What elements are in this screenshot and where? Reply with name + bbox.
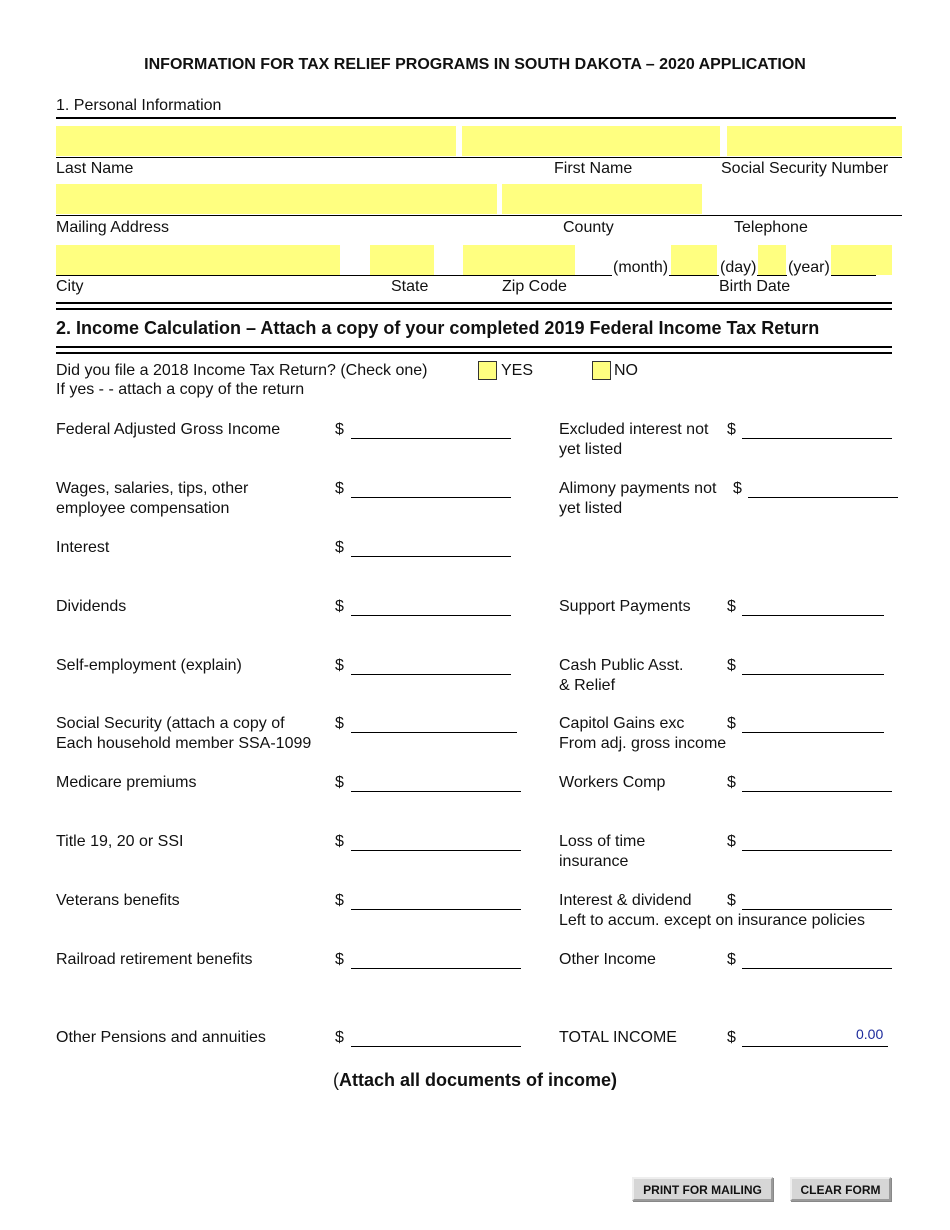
double-rule-top [56,302,892,310]
income-right-amount-input[interactable] [742,834,892,851]
last-name-input[interactable] [56,126,456,156]
income-right-amount-input[interactable] [748,481,898,498]
birth-year-input[interactable] [831,245,892,275]
income-right-label-cont: yet listed [559,500,623,517]
income-right-label-cont: yet listed [559,441,623,458]
mailing-address-input[interactable] [56,184,497,214]
page-title: INFORMATION FOR TAX RELIEF PROGRAMS IN SOUTH DAKOTA – 2020 APPLICATION [144,56,806,73]
income-right-label-cont: & Relief [559,677,616,694]
income-right-label: Capitol Gains exc [559,715,685,732]
birth-day-input[interactable] [758,245,786,275]
income-right-label: Cash Public Asst. [559,657,684,674]
income-right-label: Excluded interest not [559,421,709,438]
yes-checkbox[interactable] [478,361,497,380]
income-right-amount-input[interactable] [742,893,892,910]
currency-sign: $ [727,598,736,615]
mailing-address-label: Mailing Address [56,219,169,236]
state-input[interactable] [370,245,434,275]
double-rule-bottom [56,346,892,354]
income-left-label: Veterans benefits [56,892,180,909]
income-left-amount-input[interactable] [351,1030,521,1047]
no-label: NO [614,362,638,379]
income-left-amount-input[interactable] [351,599,511,616]
section1-rule [56,117,896,119]
birth-month-input[interactable] [671,245,717,275]
city-input[interactable] [56,245,340,275]
currency-sign: $ [335,480,344,497]
currency-sign: $ [335,833,344,850]
currency-sign: $ [727,715,736,732]
income-left-label: Medicare premiums [56,774,197,791]
income-right-amount-input[interactable] [742,599,884,616]
income-left-label: Railroad retirement benefits [56,951,253,968]
income-left-label: Wages, salaries, tips, other [56,480,249,497]
first-name-label: First Name [554,160,633,177]
income-right-label-cont: From adj. gross income [559,735,727,752]
income-right-label: Workers Comp [559,774,666,791]
section2-heading: 2. Income Calculation – Attach a copy of your completed 2019 Federal Income Tax Return [56,318,820,338]
income-left-amount-input[interactable] [351,540,511,557]
day-label: (day) [720,259,757,276]
yes-label: YES [501,362,534,379]
income-left-label: Dividends [56,598,127,615]
currency-sign: $ [727,657,736,674]
income-right-amount-input[interactable] [742,716,884,733]
print-for-mailing-button[interactable]: PRINT FOR MAILING [632,1177,773,1201]
currency-sign: $ [727,833,736,850]
income-left-label: Title 19, 20 or SSI [56,833,184,850]
currency-sign: $ [335,1029,344,1046]
attach-note [0,1070,950,1091]
income-left-amount-input[interactable] [351,481,511,498]
first-name-input[interactable] [462,126,720,156]
currency-sign: $ [335,421,344,438]
income-left-amount-input[interactable] [351,422,511,439]
clear-form-button[interactable]: CLEAR FORM [790,1177,891,1201]
birth-date-label: Birth Date [719,278,791,295]
ssn-label: Social Security Number [721,160,889,177]
income-left-label: Federal Adjusted Gross Income [56,421,281,438]
row1-line [56,157,902,158]
return-question-note: If yes - - attach a copy of the return [56,381,305,398]
year-label: (year) [788,259,830,276]
currency-sign: $ [727,421,736,438]
income-right-amount-input[interactable] [742,658,884,675]
county-label: County [563,219,614,236]
telephone-label: Telephone [734,219,808,236]
income-right-label: Interest & dividend [559,892,692,909]
income-left-label: Social Security (attach a copy of [56,715,285,732]
income-right-label: Alimony payments not [559,480,717,497]
zip-input[interactable] [463,245,575,275]
currency-sign: $ [727,951,736,968]
income-left-label-cont: Each household member SSA-1099 [56,735,312,752]
income-left-label: Other Pensions and annuities [56,1029,266,1046]
income-left-label: Self-employment (explain) [56,657,242,674]
last-name-label: Last Name [56,160,134,177]
income-right-amount-input[interactable] [742,775,892,792]
return-question: Did you file a 2018 Income Tax Return? (Check one) [56,362,428,379]
income-right-label-cont: insurance [559,853,629,870]
total-income-value: 0.00 [856,1026,884,1042]
income-right-label: TOTAL INCOME [559,1029,677,1046]
currency-sign: $ [727,1029,736,1046]
income-left-label-cont: employee compensation [56,500,230,517]
income-right-label-cont: Left to accum. except on insurance policies [559,912,865,929]
income-left-amount-input[interactable] [351,716,517,733]
currency-sign: $ [335,598,344,615]
currency-sign: $ [727,774,736,791]
income-left-amount-input[interactable] [351,893,521,910]
income-left-amount-input[interactable] [351,775,521,792]
income-right-label: Other Income [559,951,656,968]
income-right-label: Loss of time [559,833,646,850]
month-label: (month) [613,259,669,276]
currency-sign: $ [335,657,344,674]
attach-note-text: Attach all documents of income) [338,1070,618,1090]
currency-sign: $ [335,539,344,556]
currency-sign: $ [335,951,344,968]
income-left-label: Interest [56,539,110,556]
zip-label: Zip Code [502,278,567,295]
income-left-amount-input[interactable] [351,658,511,675]
ssn-input[interactable] [727,126,902,156]
currency-sign: $ [335,715,344,732]
income-right-amount-input[interactable] [742,952,892,969]
currency-sign: $ [335,892,344,909]
currency-sign: $ [727,892,736,909]
income-left-amount-input[interactable] [351,834,521,851]
state-label: State [391,278,429,295]
no-checkbox[interactable] [592,361,611,380]
income-left-amount-input[interactable] [351,952,521,969]
city-label: City [56,278,84,295]
attach-note-paren: ( [332,1070,339,1090]
row2-line [56,215,902,216]
section1-heading: 1. Personal Information [56,97,222,114]
currency-sign: $ [335,774,344,791]
income-right-label: Support Payments [559,598,691,615]
currency-sign: $ [733,480,742,497]
county-input[interactable] [502,184,702,214]
income-right-amount-input[interactable] [742,422,892,439]
